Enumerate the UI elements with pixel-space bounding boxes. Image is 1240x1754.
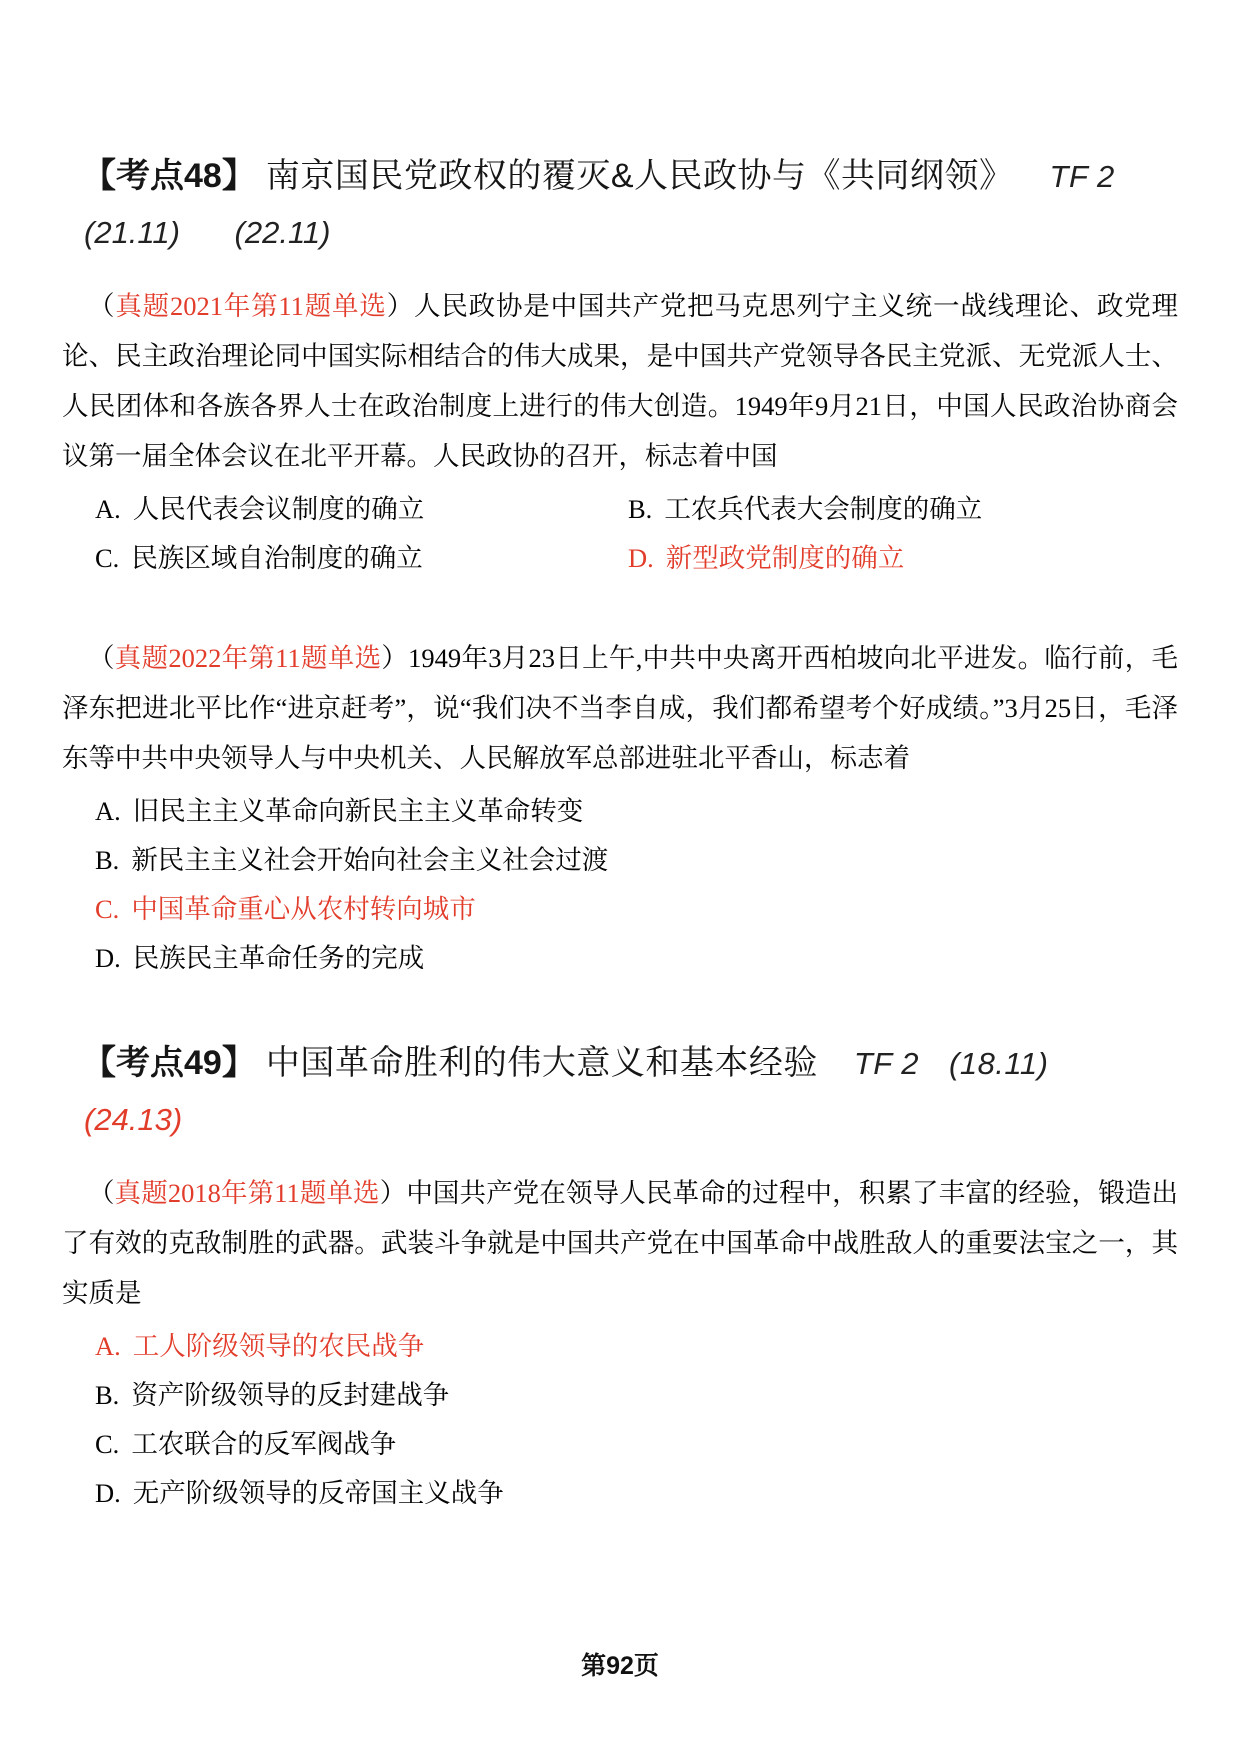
option-text: 新民主主义社会开始向社会主义社会过渡 bbox=[131, 845, 609, 875]
option-text: 民族区域自治制度的确立 bbox=[131, 543, 423, 573]
option-c bbox=[62, 534, 595, 583]
option-text: 工农联合的反军阀战争 bbox=[131, 1429, 397, 1459]
question-2018-11 bbox=[62, 1168, 1178, 1318]
option-text: 无产阶级领导的反帝国主义战争 bbox=[132, 1478, 504, 1508]
kp49-ref-2: (24.13) bbox=[84, 1102, 183, 1137]
option-a bbox=[62, 787, 1178, 836]
option-letter: C. bbox=[95, 1429, 120, 1459]
option-letter: C. bbox=[95, 894, 120, 924]
option-text: 民族民主革命任务的完成 bbox=[132, 943, 425, 973]
option-text: 工人阶级领导的农民战争 bbox=[132, 1331, 425, 1361]
kp48-ref-2: (22.11) bbox=[234, 215, 331, 250]
question-tag-paren: （ bbox=[88, 291, 116, 321]
kp-section-49 bbox=[62, 1035, 1178, 1518]
option-letter: D. bbox=[628, 543, 654, 573]
option-letter: B. bbox=[628, 494, 653, 524]
kp49-tag: 【考点49】 bbox=[82, 1044, 256, 1082]
option-b bbox=[62, 1371, 1178, 1420]
kp-section-48 bbox=[62, 148, 1178, 983]
option-letter: A. bbox=[95, 1331, 121, 1361]
question-2021-11-options bbox=[62, 485, 1178, 583]
question-tag-paren: ） bbox=[381, 643, 409, 673]
kp48-ref-1: (21.11) bbox=[84, 215, 180, 250]
kp48-tag: 【考点48】 bbox=[82, 157, 256, 195]
option-letter: B. bbox=[95, 845, 120, 875]
option-letter: A. bbox=[95, 494, 121, 524]
question-source-tag: 真题2022年第11题单选 bbox=[114, 643, 382, 673]
question-2022-11 bbox=[62, 633, 1178, 783]
question-body: 1949年3月23日上午,中共中央离开西柏坡向北平进发。临行前，毛泽东把进北平比作“进京赶考”，说“我们决不当李自成，我们都希望考个好成绩。”3月25日，毛泽东等中共中央领导人与中央机关、人民解放军总部进驻北平香山，标志着 bbox=[62, 643, 1179, 773]
kp49-heading bbox=[82, 1035, 1178, 1092]
option-a bbox=[62, 1322, 1178, 1371]
question-tag-paren: ） bbox=[379, 1178, 407, 1208]
question-2022-11-options bbox=[62, 787, 1178, 983]
question-source-tag: 真题2018年第11题单选 bbox=[114, 1178, 380, 1208]
question-body: 中国共产党在领导人民革命的过程中，积累了丰富的经验，锻造出了有效的克敌制胜的武器。武装斗争就是中国共产党在中国革命中战胜敌人的重要法宝之一，其实质是 bbox=[62, 1178, 1179, 1308]
kp48-tf-badge: TF 2 bbox=[1049, 159, 1115, 194]
question-tag-paren: （ bbox=[88, 1178, 115, 1208]
option-c bbox=[62, 885, 1178, 934]
option-d bbox=[595, 534, 1178, 583]
kp49-exam-refs bbox=[84, 1092, 1178, 1148]
kp49-ref-1: (18.11) bbox=[949, 1046, 1049, 1081]
question-source-tag: 真题2021年第11题单选 bbox=[115, 291, 387, 321]
option-b bbox=[595, 485, 1178, 534]
option-d bbox=[62, 1469, 1178, 1518]
question-body: 人民政协是中国共产党把马克思列宁主义统一战线理论、政党理论、民主政治理论同中国实际相结合的伟大成果，是中国共产党领导各民主党派、无党派人士、人民团体和各族各界人士在政治制度上进行的伟大创造。1949年9月21日，中国人民政治协商会议第一届全体会议在北平开幕。人民政协的召开，标志着中国 bbox=[62, 291, 1179, 471]
question-2018-11-options bbox=[62, 1322, 1178, 1518]
option-letter: C. bbox=[95, 543, 120, 573]
option-c bbox=[62, 1420, 1178, 1469]
question-tag-paren: （ bbox=[88, 643, 115, 673]
option-letter: B. bbox=[95, 1380, 120, 1410]
option-text: 工农兵代表大会制度的确立 bbox=[664, 494, 983, 524]
option-b bbox=[62, 836, 1178, 885]
kp48-exam-refs bbox=[84, 205, 1178, 261]
kp48-title: 南京国民党政权的覆灭&人民政协与《共同纲领》 bbox=[265, 157, 1014, 195]
option-letter: A. bbox=[95, 796, 121, 826]
option-letter: D. bbox=[95, 943, 121, 973]
question-tag-paren: ） bbox=[386, 291, 415, 321]
kp49-tf-badge: TF 2 bbox=[853, 1046, 919, 1081]
kp49-title: 中国革命胜利的伟大意义和基本经验 bbox=[265, 1044, 818, 1082]
option-a bbox=[62, 485, 595, 534]
page-number: 第92页 bbox=[581, 1652, 659, 1680]
kp48-heading bbox=[82, 148, 1178, 205]
option-letter: D. bbox=[95, 1478, 121, 1508]
option-text: 中国革命重心从农村转向城市 bbox=[131, 894, 476, 924]
question-2021-11 bbox=[62, 281, 1178, 481]
option-d bbox=[62, 934, 1178, 983]
option-text: 新型政党制度的确立 bbox=[665, 543, 905, 573]
option-text: 旧民主主义革命向新民主主义革命转变 bbox=[132, 796, 584, 826]
option-text: 人民代表会议制度的确立 bbox=[132, 494, 425, 524]
option-text: 资产阶级领导的反封建战争 bbox=[131, 1380, 450, 1410]
